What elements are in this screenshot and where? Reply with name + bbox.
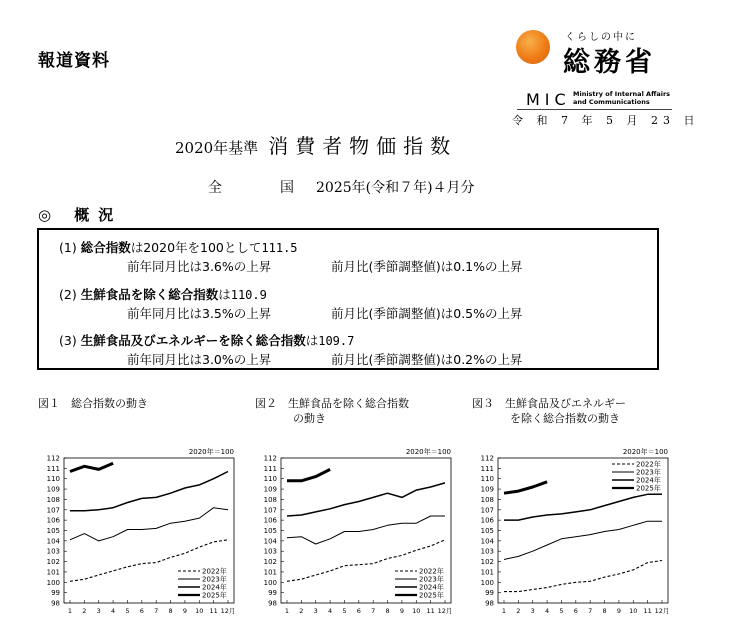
y-tick-label: 104 xyxy=(263,537,277,546)
logo-name: 総務省 xyxy=(563,47,656,78)
x-tick-label: 3 xyxy=(313,607,318,615)
y-tick-label: 111 xyxy=(46,464,60,473)
y-tick-label: 106 xyxy=(46,516,60,525)
x-tick-label: 4 xyxy=(111,607,116,615)
y-tick-label: 99 xyxy=(485,589,494,598)
legend-label: 2022年 xyxy=(202,567,227,576)
figure-2-caption xyxy=(255,396,409,426)
y-tick-label: 109 xyxy=(46,485,60,494)
x-tick-label: 7 xyxy=(371,607,376,615)
x-tick-label: 3 xyxy=(530,607,535,615)
legend-label: 2022年 xyxy=(636,460,661,469)
index-desc: は2020年を100として xyxy=(130,240,262,255)
y-tick-label: 103 xyxy=(263,547,277,556)
title-main: 消費者物価指数 xyxy=(268,134,458,158)
y-tick-label: 109 xyxy=(263,485,277,494)
x-tick-label: 11 xyxy=(643,607,652,615)
x-tick-label: 7 xyxy=(588,607,593,615)
summary-item-3-headline xyxy=(59,331,354,349)
series-line-2024年 xyxy=(504,494,662,520)
y-tick-label: 108 xyxy=(263,495,277,504)
x-tick-label: 10 xyxy=(195,607,204,615)
y-tick-label: 110 xyxy=(46,475,60,484)
legend-label: 2024年 xyxy=(636,476,661,485)
x-tick-label: 8 xyxy=(385,607,390,615)
index-name: 生鮮食品及びエネルギーを除く総合指数 xyxy=(80,333,306,348)
chart-3-excl-fresh-food-energy xyxy=(470,438,670,618)
x-tick-label: 6 xyxy=(356,607,361,615)
x-tick-label: 9 xyxy=(399,607,404,615)
series-line-2023年 xyxy=(70,508,228,541)
y-tick-label: 102 xyxy=(480,558,494,567)
y-tick-label: 111 xyxy=(480,464,494,473)
x-tick-label: 12月 xyxy=(220,607,236,615)
series-line-2022年 xyxy=(504,561,662,592)
overview-heading: ◎ 概況 xyxy=(38,206,123,224)
x-tick-label: 5 xyxy=(559,607,564,615)
legend-label: 2025年 xyxy=(419,591,444,600)
y-tick-label: 108 xyxy=(46,495,60,504)
summary-item-2-headline xyxy=(59,285,267,303)
x-tick-label: 11 xyxy=(426,607,435,615)
chart-2-excl-fresh-food xyxy=(253,438,453,618)
y-tick-label: 100 xyxy=(263,578,277,587)
press-release-label: 報道資料 xyxy=(38,51,110,71)
y-tick-label: 112 xyxy=(46,454,60,463)
y-tick-label: 105 xyxy=(263,527,277,535)
x-tick-label: 1 xyxy=(501,607,507,615)
series-line-2025年 xyxy=(287,469,330,480)
x-tick-label: 4 xyxy=(545,607,550,615)
series-line-2025年 xyxy=(70,463,113,471)
x-tick-label: 1 xyxy=(67,607,73,615)
y-tick-label: 112 xyxy=(263,454,277,463)
series-line-2023年 xyxy=(504,521,662,559)
region-label: 全 国 xyxy=(208,180,316,196)
x-tick-label: 9 xyxy=(616,607,621,615)
y-tick-label: 103 xyxy=(46,547,60,556)
item-number: (3) xyxy=(59,333,77,348)
series-line-2025年 xyxy=(504,482,547,493)
y-tick-label: 102 xyxy=(263,558,277,567)
legend-label: 2024年 xyxy=(419,583,444,592)
x-tick-label: 2 xyxy=(82,607,87,615)
index-value: 110.9 xyxy=(230,288,267,302)
y-tick-label: 100 xyxy=(46,578,60,587)
y-tick-label: 106 xyxy=(263,516,277,525)
x-tick-label: 6 xyxy=(573,607,578,615)
series-line-2023年 xyxy=(287,516,445,544)
y-tick-label: 106 xyxy=(480,516,494,525)
y-tick-label: 108 xyxy=(480,495,494,504)
base-year-note: 2020年＝100 xyxy=(405,448,451,456)
legend-label: 2022年 xyxy=(419,567,444,576)
series-line-2024年 xyxy=(70,472,228,511)
base-year-note: 2020年＝100 xyxy=(622,448,668,456)
release-date: 令 和 7 年 5 月 23 日 xyxy=(512,114,700,127)
index-desc: は xyxy=(305,333,319,348)
series-line-2024年 xyxy=(287,483,445,516)
chart-1-total-index xyxy=(36,438,236,618)
legend-label: 2023年 xyxy=(419,575,444,584)
legend-label: 2025年 xyxy=(202,591,227,600)
base-year-note: 2020年＝100 xyxy=(188,448,234,456)
y-tick-label: 104 xyxy=(46,537,60,546)
x-tick-label: 9 xyxy=(182,607,187,615)
x-tick-label: 5 xyxy=(125,607,130,615)
summary-box xyxy=(37,228,659,370)
y-tick-label: 104 xyxy=(480,537,494,546)
y-tick-label: 107 xyxy=(263,506,277,515)
logo-tagline: くらしの中に xyxy=(565,32,637,43)
legend-label: 2023年 xyxy=(202,575,227,584)
document-title xyxy=(175,130,457,159)
summary-item-1-mom: 前月比(季節調整値)は0.1%の上昇 xyxy=(331,259,523,274)
caption-line: を除く総合指数の動き xyxy=(510,412,620,425)
ministry-name-line2: and Communications xyxy=(573,98,650,106)
x-tick-label: 10 xyxy=(412,607,421,615)
item-number: (2) xyxy=(59,287,77,302)
x-tick-label: 5 xyxy=(342,607,347,615)
x-tick-label: 6 xyxy=(139,607,144,615)
index-value: 111.5 xyxy=(261,241,298,255)
y-tick-label: 107 xyxy=(46,506,60,515)
document-subtitle xyxy=(208,177,475,197)
x-tick-label: 3 xyxy=(96,607,101,615)
summary-item-1-yoy: 前年同月比は3.6%の上昇 xyxy=(127,259,272,274)
logo-divider xyxy=(517,109,672,110)
y-tick-label: 107 xyxy=(480,506,494,515)
y-tick-label: 111 xyxy=(263,464,277,473)
y-tick-label: 109 xyxy=(480,485,494,494)
x-tick-label: 7 xyxy=(154,607,159,615)
x-tick-label: 1 xyxy=(284,607,290,615)
legend-label: 2024年 xyxy=(202,583,227,592)
y-tick-label: 105 xyxy=(46,527,60,535)
legend-label: 2025年 xyxy=(636,484,661,493)
caption-line: の動き xyxy=(293,412,326,425)
y-tick-label: 99 xyxy=(51,589,60,598)
y-tick-label: 102 xyxy=(46,558,60,567)
y-tick-label: 98 xyxy=(51,599,60,608)
y-tick-label: 101 xyxy=(46,568,60,577)
y-tick-label: 112 xyxy=(480,454,494,463)
y-tick-label: 98 xyxy=(485,599,494,608)
summary-item-2-mom: 前月比(季節調整値)は0.5%の上昇 xyxy=(331,306,523,321)
caption-line: 図１ 総合指数の動き xyxy=(38,397,148,410)
index-base-year: 2020年基準 xyxy=(175,139,259,157)
x-tick-label: 2 xyxy=(516,607,521,615)
caption-line: 図３ 生鮮食品及びエネルギー xyxy=(472,397,626,410)
ministry-name-line1: Ministry of Internal Affairs xyxy=(573,90,671,98)
y-tick-label: 101 xyxy=(263,568,277,577)
summary-item-1-headline xyxy=(59,238,298,256)
x-tick-label: 12月 xyxy=(654,607,670,615)
figure-3-caption xyxy=(472,396,626,426)
y-tick-label: 110 xyxy=(480,475,494,484)
index-value: 109.7 xyxy=(318,334,355,348)
x-tick-label: 8 xyxy=(168,607,173,615)
index-desc: は xyxy=(218,287,231,302)
y-tick-label: 105 xyxy=(480,527,494,535)
caption-line: 図２ 生鮮食品を除く総合指数 xyxy=(255,397,409,410)
y-tick-label: 103 xyxy=(480,547,494,556)
figure-1-caption xyxy=(38,396,148,411)
y-tick-label: 99 xyxy=(268,589,277,598)
mic-logo-icon xyxy=(516,30,550,64)
x-tick-label: 4 xyxy=(328,607,333,615)
x-tick-label: 12月 xyxy=(437,607,453,615)
period-label: 2025年(令和７年)４月分 xyxy=(316,180,475,196)
summary-item-2-yoy: 前年同月比は3.5%の上昇 xyxy=(127,306,272,321)
mic-acronym: MIC xyxy=(526,90,571,109)
y-tick-label: 101 xyxy=(480,568,494,577)
index-name: 生鮮食品を除く総合指数 xyxy=(80,287,219,302)
x-tick-label: 11 xyxy=(209,607,218,615)
summary-item-3-yoy: 前年同月比は3.0%の上昇 xyxy=(127,352,272,367)
y-tick-label: 98 xyxy=(268,599,277,608)
x-tick-label: 8 xyxy=(602,607,607,615)
y-tick-label: 100 xyxy=(480,578,494,587)
y-tick-label: 110 xyxy=(263,475,277,484)
x-tick-label: 10 xyxy=(629,607,638,615)
x-tick-label: 2 xyxy=(299,607,304,615)
item-number: (1) xyxy=(59,240,77,255)
index-name: 総合指数 xyxy=(80,240,131,255)
legend-label: 2023年 xyxy=(636,468,661,477)
summary-item-3-mom: 前月比(季節調整値)は0.2%の上昇 xyxy=(331,352,523,367)
